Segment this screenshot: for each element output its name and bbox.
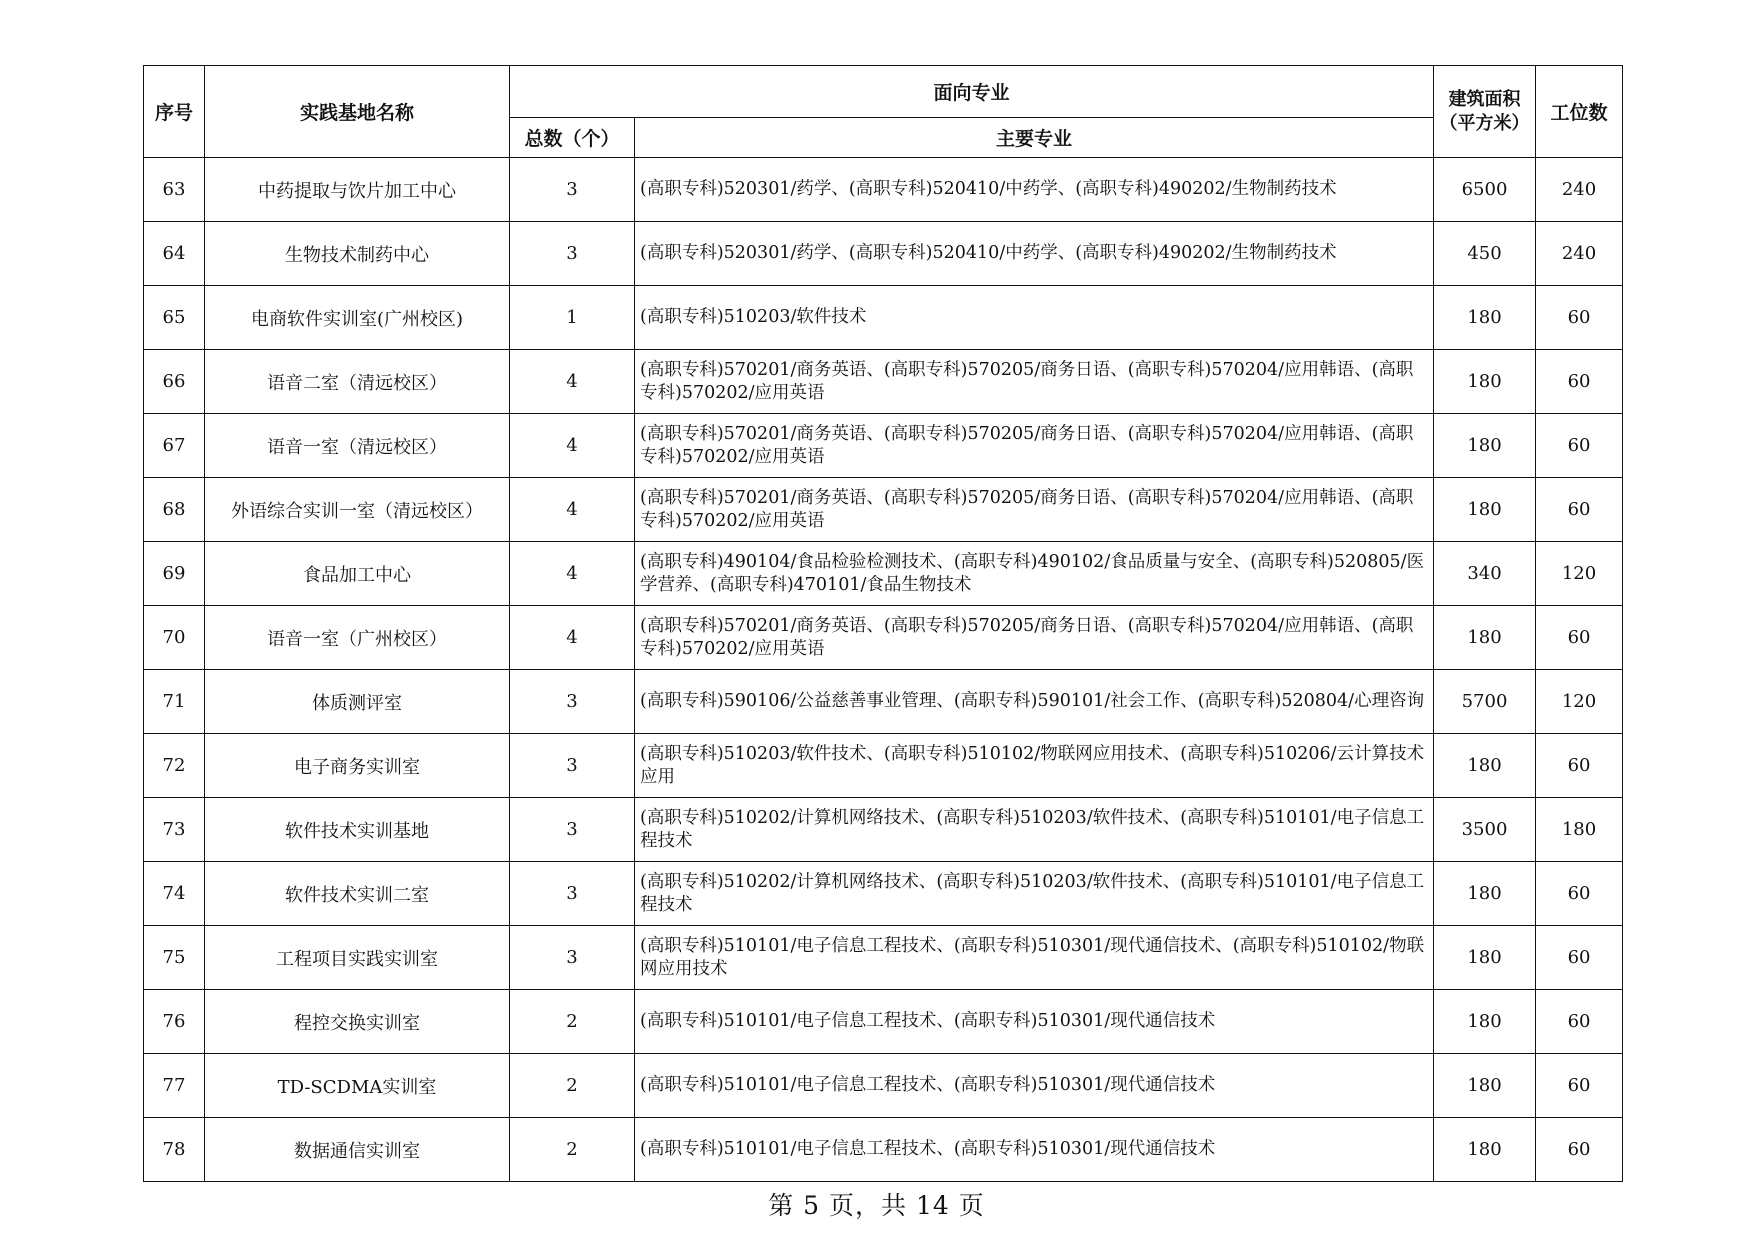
cell-stations: 60 (1536, 862, 1623, 926)
cell-area: 180 (1434, 286, 1536, 350)
page-footer: 第 5 页，共 14 页 (768, 1191, 985, 1220)
cell-majors: (高职专科)570201/商务英语、(高职专科)570205/商务日语、(高职专科)570204/应用韩语、(高职专科)570202/应用英语 (635, 350, 1434, 414)
table-row (144, 414, 1623, 478)
cell-majors: (高职专科)510101/电子信息工程技术、(高职专科)510301/现代通信技术 (635, 990, 1434, 1054)
practice-base-table (143, 65, 1623, 1182)
cell-base-name: 食品加工中心 (205, 542, 510, 606)
cell-seq: 75 (144, 926, 205, 990)
cell-stations: 60 (1536, 606, 1623, 670)
cell-area: 180 (1434, 1054, 1536, 1118)
header-stations: 工位数 (1536, 66, 1623, 158)
cell-majors: (高职专科)520301/药学、(高职专科)520410/中药学、(高职专科)490202/生物制药技术 (635, 158, 1434, 222)
cell-seq: 63 (144, 158, 205, 222)
cell-seq: 74 (144, 862, 205, 926)
cell-seq: 73 (144, 798, 205, 862)
cell-stations: 60 (1536, 990, 1623, 1054)
header-base-name: 实践基地名称 (205, 66, 510, 158)
cell-base-name: 语音二室（清远校区） (205, 350, 510, 414)
cell-base-name: 语音一室（清远校区） (205, 414, 510, 478)
cell-total: 3 (510, 670, 635, 734)
cell-stations: 240 (1536, 222, 1623, 286)
cell-stations: 60 (1536, 414, 1623, 478)
cell-area: 180 (1434, 734, 1536, 798)
cell-seq: 78 (144, 1118, 205, 1182)
table-row (144, 542, 1623, 606)
cell-majors: (高职专科)570201/商务英语、(高职专科)570205/商务日语、(高职专科)570204/应用韩语、(高职专科)570202/应用英语 (635, 414, 1434, 478)
cell-area: 180 (1434, 990, 1536, 1054)
cell-seq: 69 (144, 542, 205, 606)
cell-area: 5700 (1434, 670, 1536, 734)
cell-majors: (高职专科)590106/公益慈善事业管理、(高职专科)590101/社会工作、(高职专科)520804/心理咨询 (635, 670, 1434, 734)
cell-area: 180 (1434, 350, 1536, 414)
cell-majors: (高职专科)510202/计算机网络技术、(高职专科)510203/软件技术、(高职专科)510101/电子信息工程技术 (635, 798, 1434, 862)
cell-total: 2 (510, 1054, 635, 1118)
cell-majors: (高职专科)510203/软件技术 (635, 286, 1434, 350)
cell-majors: (高职专科)570201/商务英语、(高职专科)570205/商务日语、(高职专科)570204/应用韩语、(高职专科)570202/应用英语 (635, 606, 1434, 670)
cell-area: 180 (1434, 926, 1536, 990)
table-row (144, 606, 1623, 670)
header-majors-group: 面向专业 (510, 66, 1434, 118)
cell-seq: 68 (144, 478, 205, 542)
cell-base-name: 软件技术实训基地 (205, 798, 510, 862)
cell-seq: 71 (144, 670, 205, 734)
cell-stations: 60 (1536, 350, 1623, 414)
cell-total: 4 (510, 542, 635, 606)
cell-total: 2 (510, 1118, 635, 1182)
table-body (144, 158, 1623, 1182)
table-row (144, 734, 1623, 798)
table-row (144, 350, 1623, 414)
cell-total: 1 (510, 286, 635, 350)
cell-base-name: 中药提取与饮片加工中心 (205, 158, 510, 222)
cell-base-name: 电子商务实训室 (205, 734, 510, 798)
cell-stations: 240 (1536, 158, 1623, 222)
cell-total: 3 (510, 798, 635, 862)
cell-seq: 76 (144, 990, 205, 1054)
cell-stations: 120 (1536, 542, 1623, 606)
cell-total: 3 (510, 734, 635, 798)
header-total: 总数（个） (510, 118, 635, 158)
cell-total: 2 (510, 990, 635, 1054)
cell-total: 4 (510, 606, 635, 670)
cell-seq: 67 (144, 414, 205, 478)
cell-majors: (高职专科)570201/商务英语、(高职专科)570205/商务日语、(高职专科)570204/应用韩语、(高职专科)570202/应用英语 (635, 478, 1434, 542)
cell-stations: 180 (1536, 798, 1623, 862)
table-row (144, 862, 1623, 926)
table-row (144, 798, 1623, 862)
table-row (144, 478, 1623, 542)
cell-base-name: 数据通信实训室 (205, 1118, 510, 1182)
cell-base-name: 程控交换实训室 (205, 990, 510, 1054)
cell-stations: 60 (1536, 734, 1623, 798)
cell-total: 3 (510, 926, 635, 990)
cell-base-name: 外语综合实训一室（清远校区） (205, 478, 510, 542)
cell-total: 4 (510, 414, 635, 478)
header-main-majors: 主要专业 (635, 118, 1434, 158)
header-seq: 序号 (144, 66, 205, 158)
table-row (144, 670, 1623, 734)
table-row (144, 926, 1623, 990)
cell-majors: (高职专科)510202/计算机网络技术、(高职专科)510203/软件技术、(高职专科)510101/电子信息工程技术 (635, 862, 1434, 926)
cell-area: 340 (1434, 542, 1536, 606)
cell-seq: 66 (144, 350, 205, 414)
cell-total: 3 (510, 862, 635, 926)
cell-seq: 72 (144, 734, 205, 798)
cell-base-name: TD-SCDMA实训室 (205, 1054, 510, 1118)
table-row (144, 990, 1623, 1054)
table-row (144, 1054, 1623, 1118)
table-row (144, 1118, 1623, 1182)
cell-base-name: 语音一室（广州校区） (205, 606, 510, 670)
cell-base-name: 电商软件实训室(广州校区) (205, 286, 510, 350)
cell-base-name: 软件技术实训二室 (205, 862, 510, 926)
cell-area: 3500 (1434, 798, 1536, 862)
table-row (144, 286, 1623, 350)
cell-total: 3 (510, 222, 635, 286)
cell-area: 180 (1434, 606, 1536, 670)
cell-total: 4 (510, 350, 635, 414)
cell-seq: 64 (144, 222, 205, 286)
table-row (144, 158, 1623, 222)
cell-area: 180 (1434, 862, 1536, 926)
cell-majors: (高职专科)510101/电子信息工程技术、(高职专科)510301/现代通信技术、(高职专科)510102/物联网应用技术 (635, 926, 1434, 990)
cell-area: 180 (1434, 414, 1536, 478)
cell-total: 3 (510, 158, 635, 222)
cell-area: 180 (1434, 478, 1536, 542)
cell-area: 180 (1434, 1118, 1536, 1182)
cell-stations: 120 (1536, 670, 1623, 734)
cell-area: 6500 (1434, 158, 1536, 222)
cell-majors: (高职专科)510101/电子信息工程技术、(高职专科)510301/现代通信技术 (635, 1118, 1434, 1182)
cell-majors: (高职专科)520301/药学、(高职专科)520410/中药学、(高职专科)490202/生物制药技术 (635, 222, 1434, 286)
cell-majors: (高职专科)510203/软件技术、(高职专科)510102/物联网应用技术、(高职专科)510206/云计算技术应用 (635, 734, 1434, 798)
cell-seq: 77 (144, 1054, 205, 1118)
cell-seq: 65 (144, 286, 205, 350)
header-area: 建筑面积（平方米） (1434, 66, 1536, 158)
cell-stations: 60 (1536, 1118, 1623, 1182)
cell-seq: 70 (144, 606, 205, 670)
cell-total: 4 (510, 478, 635, 542)
cell-stations: 60 (1536, 926, 1623, 990)
cell-stations: 60 (1536, 286, 1623, 350)
cell-majors: (高职专科)510101/电子信息工程技术、(高职专科)510301/现代通信技术 (635, 1054, 1434, 1118)
cell-base-name: 工程项目实践实训室 (205, 926, 510, 990)
cell-base-name: 生物技术制药中心 (205, 222, 510, 286)
cell-base-name: 体质测评室 (205, 670, 510, 734)
cell-stations: 60 (1536, 478, 1623, 542)
cell-stations: 60 (1536, 1054, 1623, 1118)
cell-area: 450 (1434, 222, 1536, 286)
table-row (144, 222, 1623, 286)
cell-majors: (高职专科)490104/食品检验检测技术、(高职专科)490102/食品质量与安全、(高职专科)520805/医学营养、(高职专科)470101/食品生物技术 (635, 542, 1434, 606)
header-row-1 (144, 66, 1623, 118)
